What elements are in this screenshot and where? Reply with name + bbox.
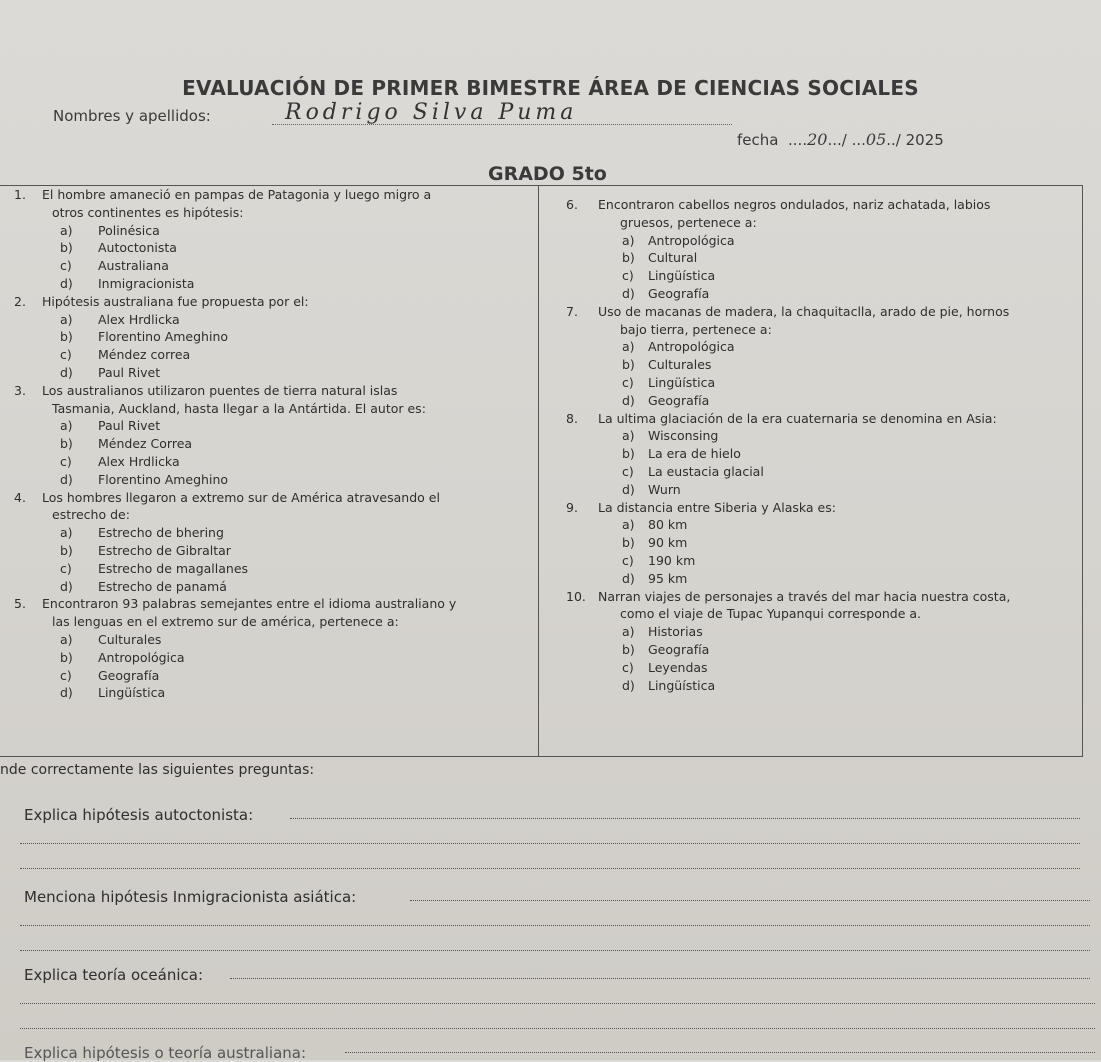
option-text: Geografía xyxy=(98,667,160,683)
answer-option xyxy=(560,552,1080,570)
exam-title: EVALUACIÓN DE PRIMER BIMESTRE ÁREA DE CIENCIAS SOCIALES xyxy=(182,76,919,100)
question-item xyxy=(0,382,535,489)
option-letter: a) xyxy=(60,311,73,327)
answer-option xyxy=(0,542,535,560)
option-letter: a) xyxy=(60,222,73,238)
option-letter: b) xyxy=(60,436,73,452)
answer-option xyxy=(560,232,1080,250)
answer-line xyxy=(230,978,1090,979)
answer-option xyxy=(560,445,1080,463)
option-letter: b) xyxy=(622,446,635,462)
option-letter: d) xyxy=(622,570,635,586)
question-stem: Encontraron cabellos negros ondulados, nariz achatada, labios xyxy=(598,197,991,212)
question-stem: Encontraron 93 palabras semejantes entre el idioma australiano y xyxy=(42,596,457,612)
option-text: Estrecho de Gibraltar xyxy=(98,542,231,558)
questions-left-column xyxy=(0,186,535,702)
question-text xyxy=(560,303,1080,321)
question-stem: Los hombres llegaron a extremo sur de América atravesando el xyxy=(42,489,440,505)
option-letter: d) xyxy=(622,481,635,497)
option-text: Polinésica xyxy=(98,222,160,238)
option-letter: d) xyxy=(60,578,73,594)
question-number: 8. xyxy=(566,410,578,426)
option-letter: a) xyxy=(622,517,635,533)
question-stem-continued: gruesos, pertenece a: xyxy=(620,214,757,230)
question-stem: La distancia entre Siberia y Alaska es: xyxy=(598,499,836,515)
question-text xyxy=(0,595,535,613)
question-stem: Los australianos utilizaron puentes de tierra natural islas xyxy=(42,382,398,398)
answer-option xyxy=(0,417,535,435)
question-number: 4. xyxy=(14,489,26,505)
date-field: fecha ....20.../ ...05../ 2025 xyxy=(737,130,944,149)
option-text: Alex Hrdlicka xyxy=(98,453,180,469)
option-letter: a) xyxy=(622,428,635,444)
open-instruction: nde correctamente las siguientes preguntas: xyxy=(0,762,315,778)
answer-line xyxy=(20,868,1080,869)
answer-line xyxy=(410,900,1090,901)
question-item xyxy=(560,410,1080,499)
answer-line xyxy=(20,1028,1095,1029)
option-letter: c) xyxy=(622,552,634,568)
answer-option xyxy=(0,524,535,542)
fecha-year: / 2025 xyxy=(895,131,944,149)
question-number: 6. xyxy=(566,197,578,212)
answer-option xyxy=(560,463,1080,481)
option-text: Historias xyxy=(648,624,703,640)
question-number: 2. xyxy=(14,293,26,309)
open-prompt-1: Explica hipótesis autoctonista: xyxy=(24,806,254,824)
option-letter: c) xyxy=(622,268,634,284)
answer-option xyxy=(0,364,535,382)
question-item xyxy=(560,303,1080,410)
open-prompt-2: Menciona hipótesis Inmigracionista asiática: xyxy=(24,888,357,906)
option-text: Geografía xyxy=(648,285,710,301)
option-text: Geografía xyxy=(648,641,710,657)
question-stem: Narran viajes de personajes a través del mar hacia nuestra costa, xyxy=(598,588,1011,604)
answer-option xyxy=(0,222,535,240)
option-text: Leyendas xyxy=(648,659,708,675)
option-text: Antropológica xyxy=(98,649,185,665)
question-item xyxy=(0,595,535,702)
question-text xyxy=(560,499,1080,517)
answer-line xyxy=(290,818,1080,819)
answer-option xyxy=(560,481,1080,499)
option-text: Cultural xyxy=(648,250,698,266)
question-text xyxy=(0,186,535,204)
option-text: Inmigracionista xyxy=(98,275,195,291)
answer-line xyxy=(345,1052,1095,1053)
answer-option xyxy=(560,570,1080,588)
option-letter: c) xyxy=(622,659,634,675)
option-text: 190 km xyxy=(648,552,696,568)
answer-option xyxy=(560,249,1080,267)
option-text: Méndez correa xyxy=(98,347,191,363)
answer-option xyxy=(560,267,1080,285)
question-number: 3. xyxy=(14,382,26,398)
answer-option xyxy=(0,578,535,596)
option-letter: d) xyxy=(60,275,73,291)
answer-option xyxy=(0,684,535,702)
option-letter: c) xyxy=(622,463,634,479)
option-letter: c) xyxy=(60,667,72,683)
option-text: Estrecho de panamá xyxy=(98,578,227,594)
answer-option xyxy=(0,275,535,293)
answer-option xyxy=(0,560,535,578)
question-stem: Hipótesis australiana fue propuesta por el: xyxy=(42,293,309,309)
questions-right-column xyxy=(560,196,1080,694)
question-stem-continued: como el viaje de Tupac Yupanqui corresponde a. xyxy=(620,606,922,622)
option-text: 95 km xyxy=(648,570,688,586)
question-number: 5. xyxy=(14,596,26,612)
question-item xyxy=(560,499,1080,588)
names-row xyxy=(53,107,211,125)
answer-option xyxy=(560,659,1080,677)
question-item xyxy=(0,186,535,293)
option-text: Paul Rivet xyxy=(98,364,161,380)
names-label: Nombres y apellidos: xyxy=(53,107,211,125)
question-text xyxy=(560,588,1080,606)
question-text xyxy=(0,293,535,311)
grade-heading: GRADO 5to xyxy=(488,163,607,185)
option-letter: d) xyxy=(622,285,635,301)
option-letter: d) xyxy=(60,471,73,487)
option-text: Florentino Ameghino xyxy=(98,471,229,487)
answer-option xyxy=(560,534,1080,552)
option-text: Lingüística xyxy=(648,677,716,693)
question-text xyxy=(0,382,535,400)
answer-option xyxy=(0,257,535,275)
answer-option xyxy=(0,631,535,649)
option-text: 80 km xyxy=(648,517,688,533)
student-name: Rodrigo Silva Puma xyxy=(285,100,578,125)
option-letter: d) xyxy=(60,364,73,380)
question-number: 10. xyxy=(566,588,586,604)
option-letter: a) xyxy=(622,232,635,248)
question-stem-continued: Tasmania, Auckland, hasta llegar a la Antártida. El autor es: xyxy=(52,400,426,416)
option-text: Australiana xyxy=(98,258,169,274)
answer-option xyxy=(0,453,535,471)
option-letter: c) xyxy=(622,374,634,390)
option-text: Méndez Correa xyxy=(98,436,193,452)
option-letter: b) xyxy=(60,240,73,256)
answer-line xyxy=(20,843,1080,844)
answer-option xyxy=(560,285,1080,303)
question-stem-continued: bajo tierra, pertenece a: xyxy=(620,321,772,337)
answer-option xyxy=(0,346,535,364)
question-stem: El hombre amaneció en pampas de Patagonia y luego migro a xyxy=(42,187,432,202)
answer-option xyxy=(0,649,535,667)
answer-option xyxy=(560,392,1080,410)
answer-option xyxy=(560,427,1080,445)
option-text: La era de hielo xyxy=(648,446,741,462)
option-letter: c) xyxy=(60,453,72,469)
fecha-month: 05 xyxy=(865,130,887,149)
question-number: 9. xyxy=(566,499,578,515)
option-letter: b) xyxy=(622,641,635,657)
option-letter: d) xyxy=(60,685,73,701)
option-text: Geografía xyxy=(648,392,710,408)
option-text: Culturales xyxy=(98,631,162,647)
option-letter: b) xyxy=(60,542,73,558)
question-item xyxy=(0,293,535,382)
answer-option xyxy=(0,328,535,346)
option-text: Estrecho de magallanes xyxy=(98,560,249,576)
option-letter: b) xyxy=(60,329,73,345)
question-text xyxy=(560,410,1080,428)
question-stem-continued: otros continentes es hipótesis: xyxy=(52,204,244,220)
option-letter: d) xyxy=(622,677,635,693)
answer-line xyxy=(20,1003,1095,1004)
question-text xyxy=(560,196,1080,214)
open-prompt-3: Explica teoría oceánica: xyxy=(24,966,204,984)
answer-option xyxy=(560,516,1080,534)
option-text: Wurn xyxy=(648,481,681,497)
option-letter: a) xyxy=(622,624,635,640)
option-letter: a) xyxy=(622,339,635,355)
answer-option xyxy=(0,471,535,489)
option-text: Paul Rivet xyxy=(98,418,161,434)
answer-option xyxy=(560,356,1080,374)
answer-option xyxy=(0,435,535,453)
column-divider xyxy=(538,185,539,757)
option-letter: a) xyxy=(60,631,73,647)
answer-option xyxy=(0,239,535,257)
answer-option xyxy=(0,667,535,685)
option-letter: c) xyxy=(60,560,72,576)
option-text: Alex Hrdlicka xyxy=(98,311,180,327)
question-number: 1. xyxy=(14,187,26,202)
option-letter: c) xyxy=(60,258,72,274)
question-stem: La ultima glaciación de la era cuaternaria se denomina en Asia: xyxy=(598,410,997,426)
option-text: Florentino Ameghino xyxy=(98,329,229,345)
option-letter: b) xyxy=(622,250,635,266)
option-letter: b) xyxy=(622,535,635,551)
option-text: Lingüística xyxy=(98,685,166,701)
option-letter: b) xyxy=(622,357,635,373)
option-text: Lingüística xyxy=(648,374,716,390)
question-item xyxy=(560,588,1080,695)
answer-option xyxy=(560,623,1080,641)
answer-option xyxy=(560,641,1080,659)
option-text: Culturales xyxy=(648,357,712,373)
option-text: Antropológica xyxy=(648,232,735,248)
option-text: Antropológica xyxy=(648,339,735,355)
question-text xyxy=(0,489,535,507)
question-item xyxy=(0,489,535,596)
answer-option xyxy=(560,338,1080,356)
fecha-day: 20 xyxy=(807,130,828,149)
question-stem-continued: las lenguas en el extremo sur de américa, pertenece a: xyxy=(52,614,399,630)
question-stem: Uso de macanas de madera, la chaquitaclla, arado de pie, hornos xyxy=(598,303,1010,319)
answer-line xyxy=(20,950,1090,951)
fecha-label: fecha xyxy=(737,131,779,149)
answer-option xyxy=(560,677,1080,695)
option-letter: c) xyxy=(60,347,72,363)
option-letter: a) xyxy=(60,525,73,541)
answer-option xyxy=(0,311,535,329)
option-text: Estrecho de bhering xyxy=(98,525,224,541)
option-text: Autoctonista xyxy=(98,240,177,256)
question-item xyxy=(560,196,1080,303)
question-number: 7. xyxy=(566,303,578,319)
option-text: 90 km xyxy=(648,535,688,551)
question-stem-continued: estrecho de: xyxy=(52,507,130,523)
option-letter: a) xyxy=(60,418,73,434)
option-text: Lingüística xyxy=(648,268,716,284)
option-text: Wisconsing xyxy=(648,428,719,444)
option-letter: d) xyxy=(622,392,635,408)
option-letter: b) xyxy=(60,649,73,665)
option-text: La eustacia glacial xyxy=(648,463,764,479)
answer-option xyxy=(560,374,1080,392)
open-prompt-4: Explica hipótesis o teoría australiana: xyxy=(24,1044,307,1062)
answer-line xyxy=(20,925,1090,926)
